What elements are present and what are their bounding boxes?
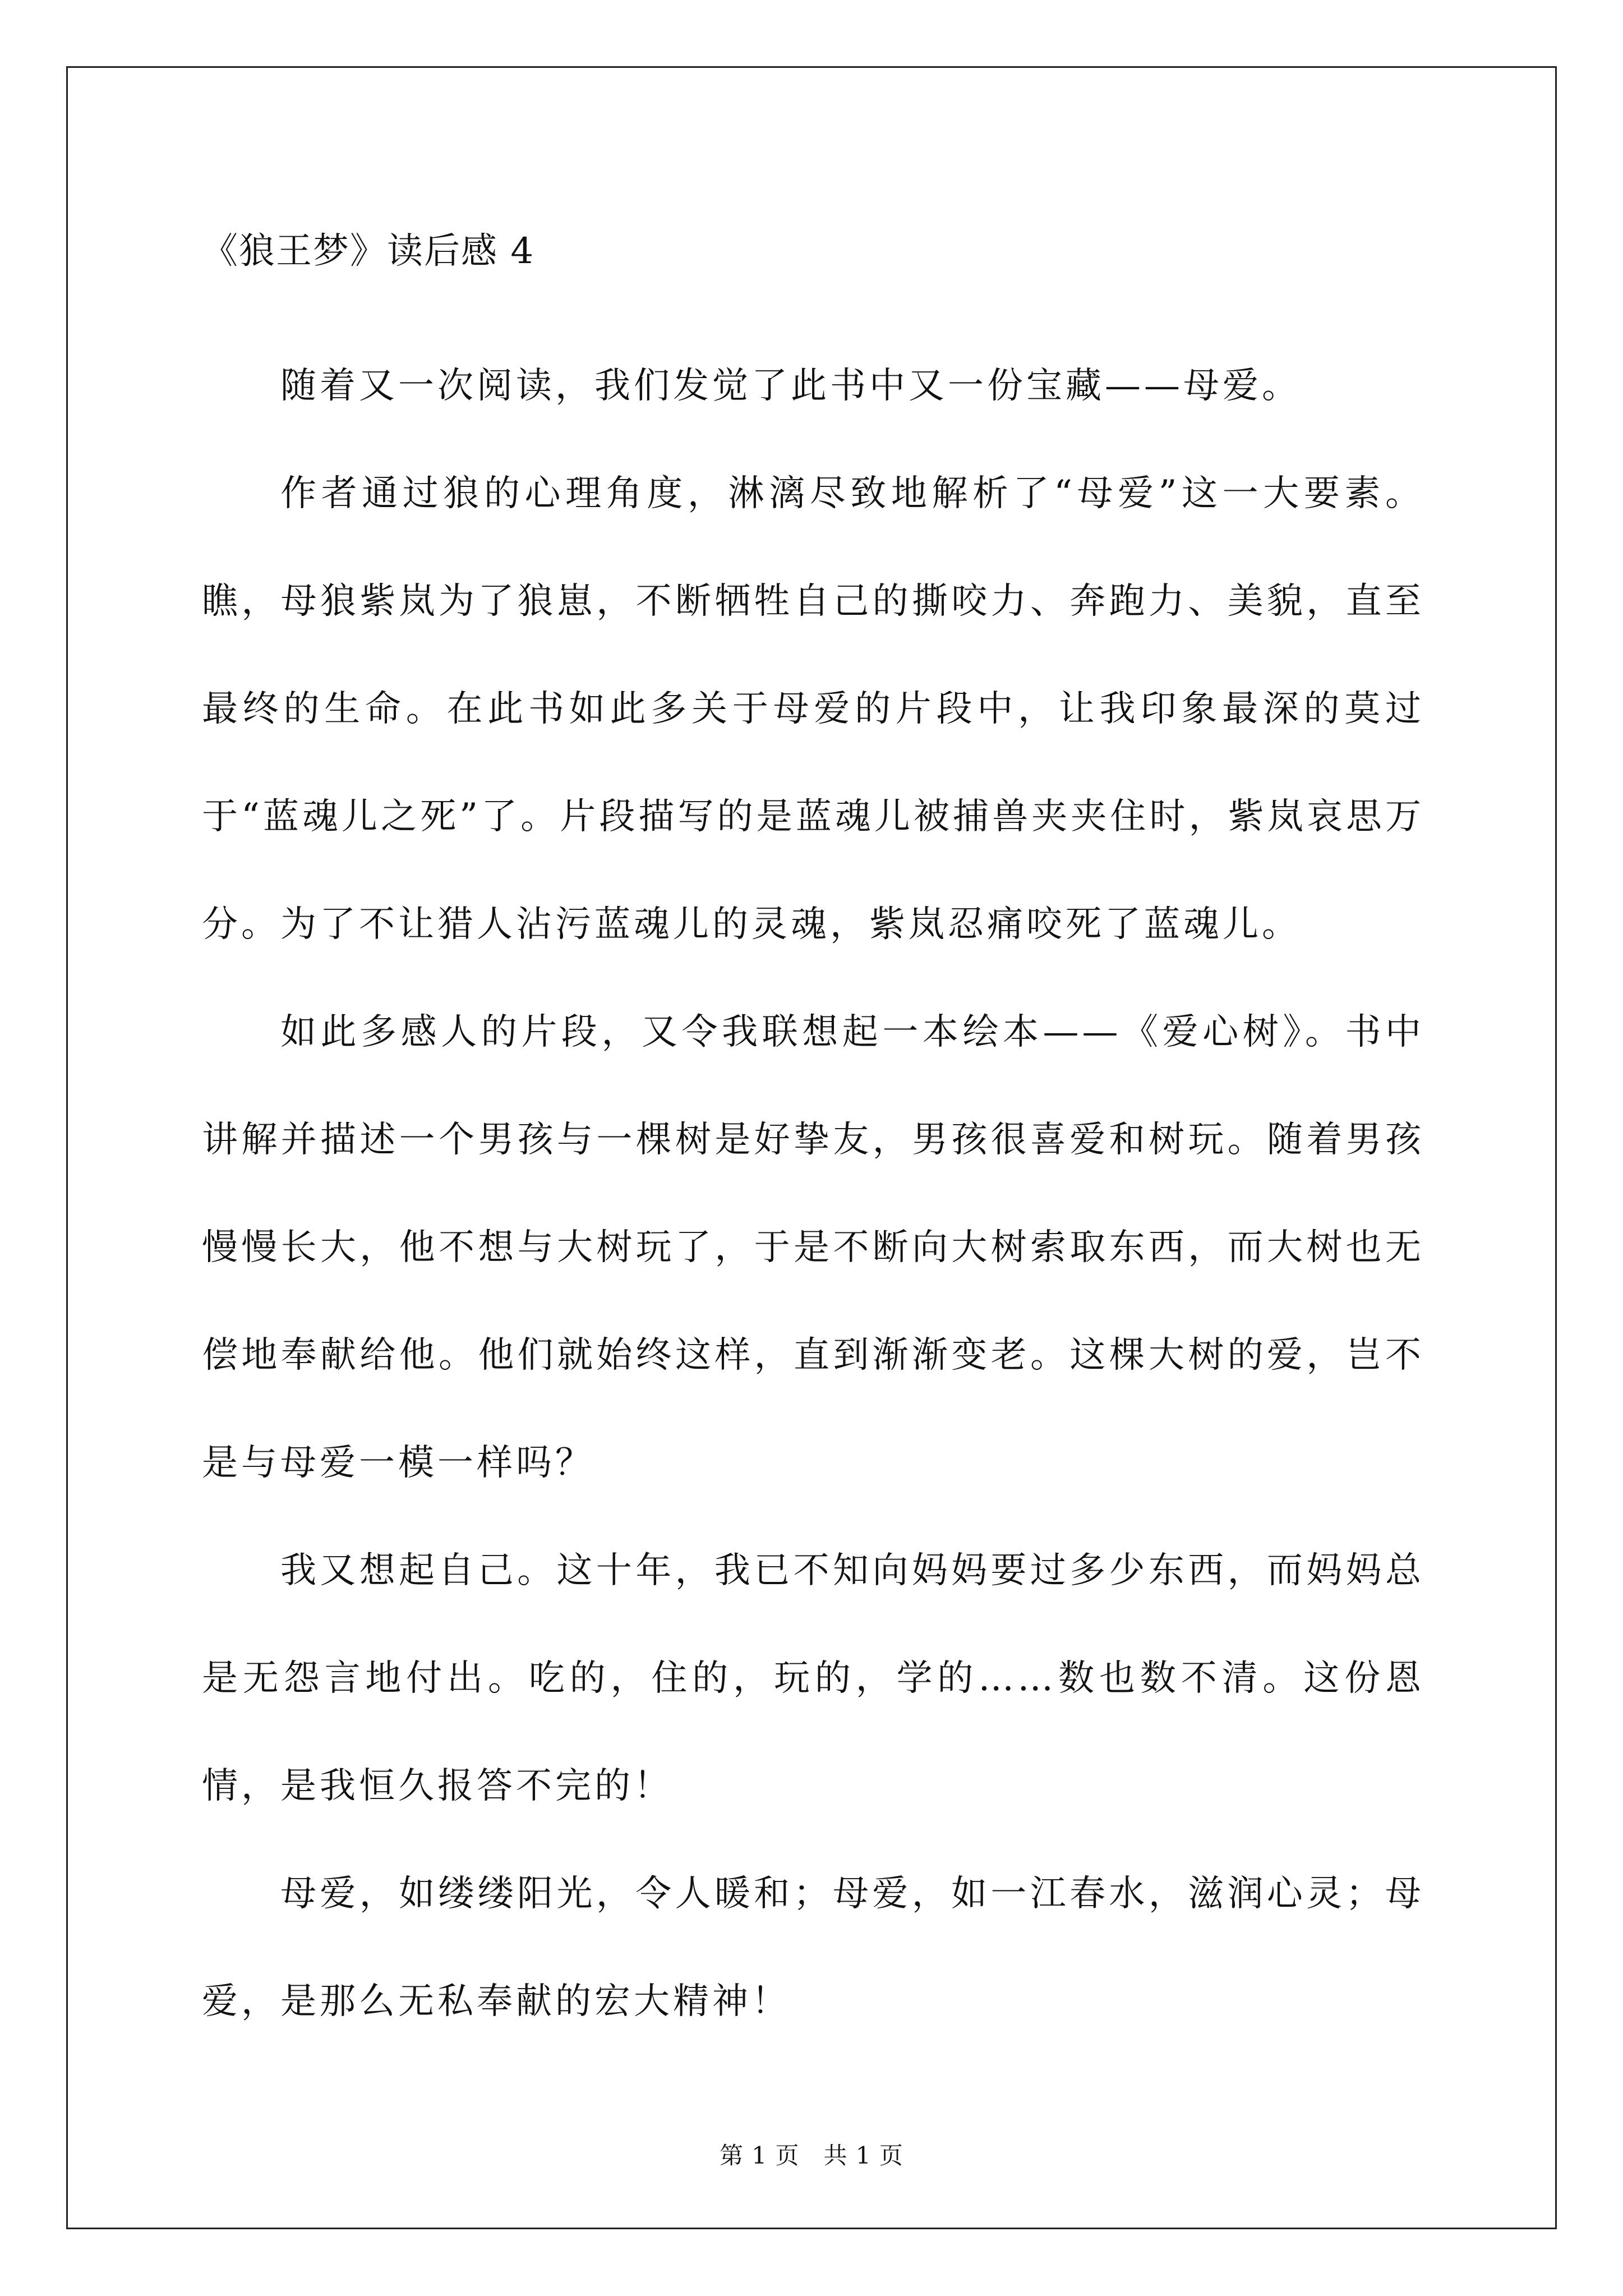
paragraph-1: 随着又一次阅读，我们发觉了此书中又一份宝藏——母爱。 <box>280 365 1301 407</box>
document-title: 《狼王梦》读后感 4 <box>202 231 535 272</box>
paragraph-5: 母爱，如缕缕阳光，令人暖和；母爱，如一江春水，滋润心灵；母爱，是那么无私奉献的宏大精神！ <box>202 1873 1424 2022</box>
paragraph-2: 作者通过狼的心理角度，淋漓尽致地解析了“母爱”这一大要素。瞧，母狼紫岚为了狼崽，不断牺牲自己的撕咬力、奔跑力、美貌，直至最终的生命。在此书如此多关于母爱的片段中，让我印象最深的莫过于“蓝魂儿之死”了。片段描写的是蓝魂儿被捕兽夹夹住时，紫岚哀思万分。为了不让猎人沾污蓝魂儿的灵魂，紫岚忍痛咬死了蓝魂儿。 <box>202 473 1424 945</box>
paragraph-3: 如此多感人的片段，又令我联想起一本绘本——《爱心树》。书中讲解并描述一个男孩与一棵树是好挚友，男孩很喜爱和树玩。随着男孩慢慢长大，他不想与大树玩了，于是不断向大树索取东西，而大树也无偿地奉献给他。他们就始终这样，直到渐渐变老。这棵大树的爱，岂不是与母爱一模一样吗？ <box>202 1011 1424 1484</box>
page-number-footer: 第 1 页 共 1 页 <box>720 2142 903 2169</box>
paragraph-4: 我又想起自己。这十年，我已不知向妈妈要过多少东西，而妈妈总是无怨言地付出。吃的，住的，玩的，学的……数也数不清。这份恩情，是我恒久报答不完的！ <box>202 1550 1424 1807</box>
document-body <box>202 224 1424 2055</box>
